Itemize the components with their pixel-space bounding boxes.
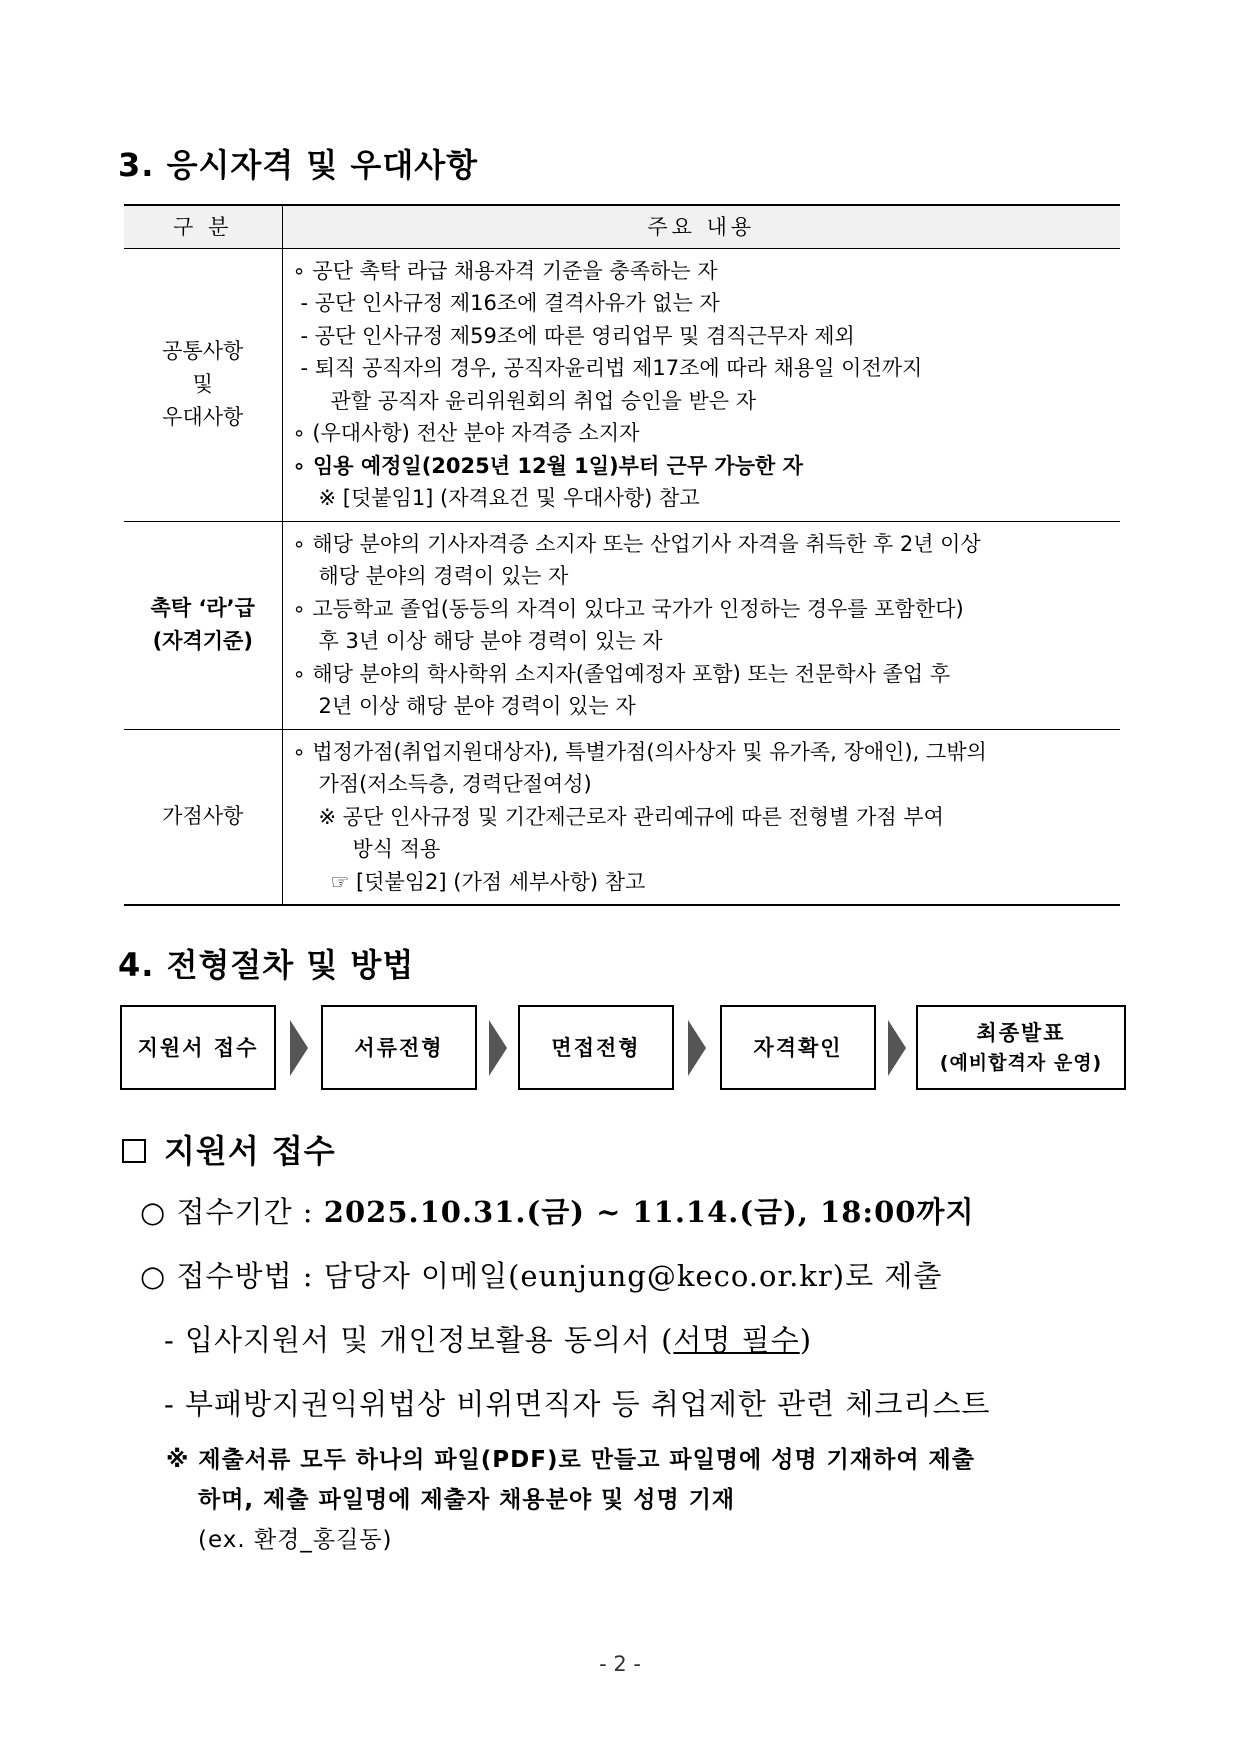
step-final-announcement [916, 1005, 1126, 1090]
header-category: 구 분 [124, 205, 282, 248]
content-common [282, 248, 1120, 521]
application-heading [122, 1126, 336, 1172]
step-label: 면접전형 [551, 1035, 641, 1060]
required-document-1 [164, 1318, 812, 1359]
category-common [124, 248, 282, 521]
method-value: 담당자 이메일(eunjung@keco.or.kr)로 제출 [323, 1259, 943, 1293]
application-heading-text: 지원서 접수 [164, 1132, 336, 1170]
content-line: ☞ [덧붙임2] (가점 세부사항) 참고 [330, 869, 646, 894]
section3-title: 3. 응시자격 및 우대사항 [118, 146, 479, 184]
category-qualification [124, 521, 282, 729]
arrow-right-icon [688, 1020, 706, 1076]
square-bullet-icon [122, 1139, 146, 1163]
category-line: (자격기준) [152, 629, 253, 653]
category-line: 촉탁 ‘라’급 [150, 596, 255, 620]
submission-note [166, 1440, 975, 1560]
content-line: 관할 공직자 윤리위원회의 취업 승인을 받은 자 [330, 388, 756, 413]
content-line: 2년 이상 해당 분야 경력이 있는 자 [318, 694, 636, 718]
step-document-screening [321, 1005, 477, 1090]
step-interview [518, 1005, 674, 1090]
content-line: 후 3년 이상 해당 분야 경력이 있는 자 [318, 629, 663, 653]
step-label: 서류전형 [354, 1035, 444, 1060]
step-qualification-check [720, 1005, 876, 1090]
content-line: ∘ 법정가점(취업지원대상자), 특별가점(의사상자 및 유가족, 장애인), 그밖의 [292, 739, 987, 764]
arrow-right-icon [489, 1020, 507, 1076]
content-qualification [282, 521, 1120, 729]
content-line: - 퇴직 공직자의 경우, 공직자윤리법 제17조에 따라 채용일 이전까지 [300, 356, 923, 380]
table-row-qualification [124, 521, 1120, 729]
category-line: 공통사항 [162, 339, 244, 363]
doc1-underlined: 서명 필수 [673, 1323, 800, 1357]
table-row-common [124, 248, 1120, 521]
content-line: ∘ 해당 분야의 학사학위 소지자(졸업예정자 포함) 또는 전문학사 졸업 후 [292, 661, 951, 686]
table-header-row [124, 205, 1120, 248]
step-label: 최종발표 [976, 1020, 1066, 1045]
method-label: ○ 접수방법 : [140, 1259, 324, 1293]
doc1-prefix: - 입사지원서 및 개인정보활용 동의서 ( [164, 1323, 674, 1357]
header-content: 주요 내용 [282, 205, 1120, 248]
application-period [140, 1190, 974, 1231]
application-method [140, 1254, 942, 1295]
content-line: ∘ 공단 촉탁 라급 채용자격 기준을 충족하는 자 [292, 258, 718, 283]
doc2-text: - 부패방지권익위법상 비위면직자 등 취업제한 관련 체크리스트 [164, 1387, 991, 1421]
page-number: - 2 - [599, 1652, 641, 1676]
section4-title: 4. 전형절차 및 방법 [118, 946, 415, 984]
content-bonus [282, 729, 1120, 905]
required-document-2 [164, 1382, 990, 1423]
content-line: ∘ 임용 예정일(2025년 12월 1일)부터 근무 가능한 자 [292, 453, 803, 478]
period-value: 2025.10.31.(금) ~ 11.14.(금), 18:00까지 [323, 1195, 975, 1229]
content-line: - 공단 인사규정 제16조에 결격사유가 없는 자 [300, 291, 720, 315]
step-application [120, 1005, 276, 1090]
content-line: ※ [덧붙임1] (자격요건 및 우대사항) 참고 [318, 486, 700, 510]
category-line: 가점사항 [162, 804, 244, 829]
content-line: ∘ (우대사항) 전산 분야 자격증 소지자 [292, 421, 640, 445]
content-line: ※ 공단 인사규정 및 기간제근로자 관리예규에 따른 전형별 가점 부여 [318, 804, 944, 829]
content-line: - 공단 인사규정 제59조에 따른 영리업무 및 겸직근무자 제외 [300, 323, 855, 348]
category-line: 및 [192, 372, 213, 396]
content-line: 해당 분야의 경력이 있는 자 [318, 564, 569, 588]
content-line: ∘ 고등학교 졸업(동등의 자격이 있다고 국가가 인정하는 경우를 포함한다) [292, 596, 964, 621]
arrow-right-icon [290, 1020, 308, 1076]
note-line: (ex. 환경_홍길동) [198, 1527, 393, 1553]
step-label: 자격확인 [753, 1035, 843, 1060]
arrow-right-icon [888, 1020, 906, 1076]
note-line: ※ 제출서류 모두 하나의 파일(PDF)로 만들고 파일명에 성명 기재하여 제출 [166, 1447, 975, 1473]
category-line: 우대사항 [162, 405, 244, 429]
qualification-table [124, 204, 1120, 906]
step-sublabel: (예비합격자 운영) [939, 1051, 1103, 1074]
note-line: 하며, 제출 파일명에 제출자 채용분야 및 성명 기재 [198, 1487, 736, 1513]
content-line: 방식 적용 [352, 837, 441, 861]
category-bonus [124, 729, 282, 905]
doc1-suffix: ) [799, 1323, 813, 1357]
step-label: 지원서 접수 [137, 1035, 259, 1060]
table-row-bonus [124, 729, 1120, 905]
content-line: ∘ 해당 분야의 기사자격증 소지자 또는 산업기사 자격을 취득한 후 2년 이상 [292, 531, 981, 556]
content-line: 가점(저소득층, 경력단절여성) [318, 772, 592, 796]
period-label: ○ 접수기간 : [140, 1195, 324, 1229]
